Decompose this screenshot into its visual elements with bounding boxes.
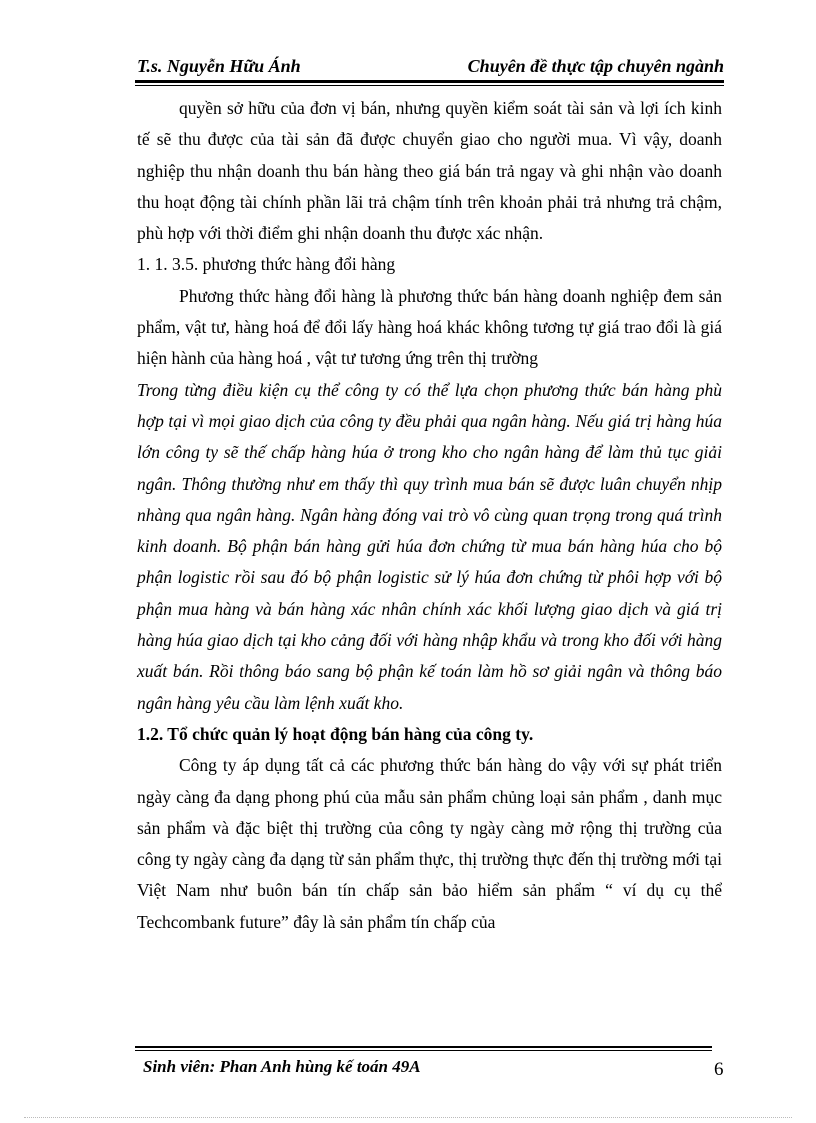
page-edge-divider bbox=[24, 1117, 792, 1118]
paragraph-bank-process: Trong từng điều kiện cụ thể công ty có thể lựa chọn phương thức bán hàng phù hợp tại vì mọi giao dịch của công ty đều phải qua ngân hàng. Nếu giá trị hàng húa lớn công ty sẽ thế chấp hàng húa ở trong kho cho ngân hàng để làm thủ tục giải ngân. Thông thường như em thấy thì quy trình mua bán sẽ được luân chuyển nhịp nhàng qua ngân hàng. Ngân hàng đóng vai trò vô cùng quan trọng trong quá trình kinh doanh. Bộ phận bán hàng gửi húa đơn chứng từ mua bán hàng húa cho bộ phận logistic rồi sau đó bộ phận logistic sử lý húa đơn chứng từ phôi hợp với bộ phận mua hàng và bán hàng xác nhân chính xác khối lượng giao dịch và giá trị hàng húa giao dịch tại kho cảng đối với hàng nhập khẩu và trong kho đối với hàng xuất bán. Rồi thông báo sang bộ phận kế toán làm hồ sơ giải ngân và thông báo ngân hàng yêu cầu làm lệnh xuất kho. bbox=[137, 379, 722, 713]
paragraph-sales-management: Công ty áp dụng tất cả các phương thức bán hàng do vậy với sự phát triển ngày càng đa dạng phong phú của mẫu sản phẩm chủng loại sản phẩm , danh mục sản phẩm và đặc biệt thị trường của công ty ngày càng mở rộng thị trường của công ty ngày càng đa dạng từ sản phẩm thực, thị trường thực đến thị trường mới tại Việt Nam như buôn bán tín chấp sản bảo hiểm sản phẩm “ ví dụ cụ thể Techcombank future” đây là sản phẩm tín chấp của bbox=[137, 755, 722, 932]
section-heading-barter: 1. 1. 3.5. phương thức hàng đổi hàng bbox=[137, 254, 396, 275]
header-title: Chuyên đề thực tập chuyên ngành bbox=[467, 56, 724, 76]
footer-student: Sinh viên: Phan Anh hùng kế toán 49A bbox=[143, 1057, 421, 1076]
header-rule bbox=[135, 80, 724, 83]
page-body bbox=[137, 93, 722, 938]
section-heading-sales-management: 1.2. Tổ chức quản lý hoạt động bán hàng của công ty. bbox=[137, 723, 534, 744]
header-rule-thin bbox=[135, 85, 724, 86]
page-number: 6 bbox=[714, 1059, 724, 1080]
paragraph-ownership: quyền sở hữu của đơn vị bán, nhưng quyền kiểm soát tài sản và lợi ích kinh tế sẽ thu được của tài sản đã được chuyển giao cho người mua. Vì vậy, doanh nghiệp thu nhận doanh thu bán hàng theo giá bán trả ngay và ghi nhận vào doanh thu hoạt động tài chính phần lãi trả chậm tính trên khoản phải trả nhưng trả chậm, phù hợp với thời điểm ghi nhận doanh thu được xác nhận. bbox=[137, 98, 722, 244]
footer-rule-thin bbox=[135, 1050, 712, 1051]
header-author: T.s. Nguyễn Hữu Ánh bbox=[137, 56, 301, 76]
paragraph-barter: Phương thức hàng đổi hàng là phương thức bán hàng doanh nghiệp đem sản phẩm, vật tư, hàng hoá để đổi lấy hàng hoá khác không tương tự giá trao đổi là giá hiện hành của hàng hoá , vật tư tương ứng trên thị trường bbox=[137, 285, 722, 369]
footer-rule bbox=[135, 1046, 712, 1048]
